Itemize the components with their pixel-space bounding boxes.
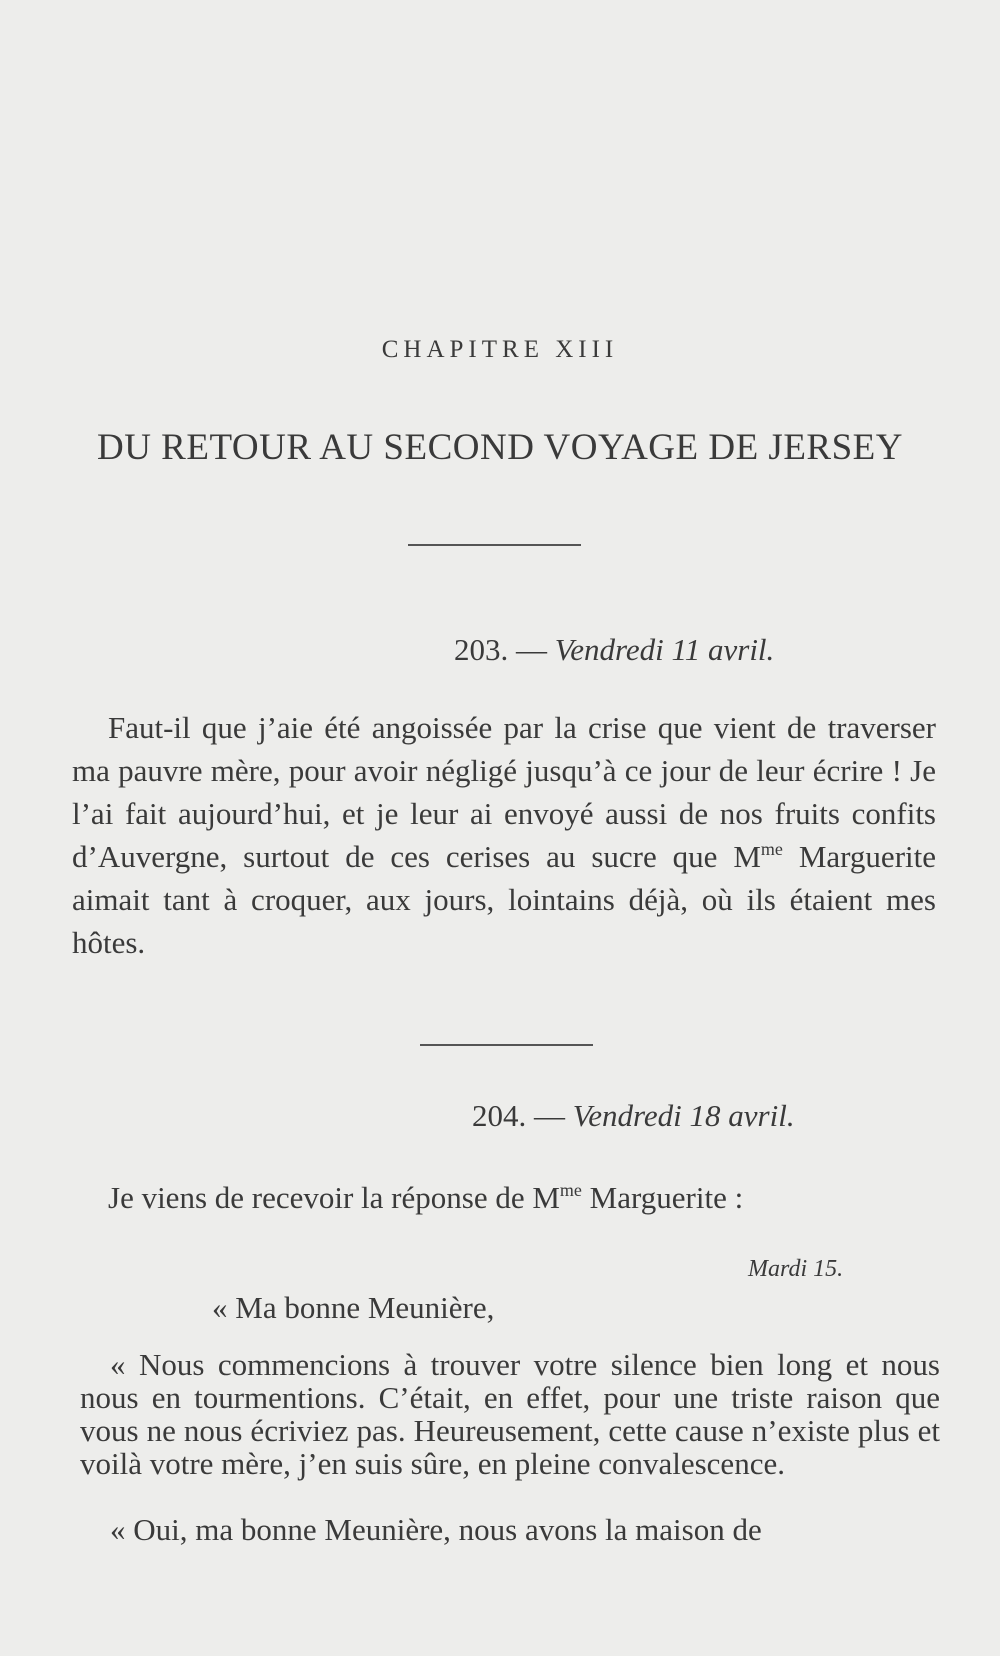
entry-number: 204. — bbox=[472, 1098, 565, 1133]
letter-date: Mardi 15. bbox=[748, 1256, 844, 1282]
chapter-title: DU RETOUR AU SECOND VOYAGE DE JERSEY bbox=[96, 427, 904, 468]
section-divider bbox=[420, 1044, 593, 1046]
entry-date: Vendredi 18 avril. bbox=[572, 1098, 795, 1133]
letter-salutation: « Ma bonne Meunière, bbox=[212, 1290, 495, 1325]
entry-paragraph: Je viens de recevoir la réponse de $M^{me}$ Marguerite : bbox=[108, 1180, 744, 1215]
letter-paragraph: « Nous commencions à trouver votre silence bien long et nous nous en tourmentions. C’était, en effet, pour une triste raison que vous ne nous écriviez pas. Heureusement, cette cause n’existe plus et voilà votre mère, j’en suis sûre, en pleine convalescence. bbox=[80, 1347, 940, 1481]
entry-paragraph: Faut-il que j’aie été angoissée par la crise que vient de traverser ma pauvre mère, pour avoir négligé jusqu’à ce jour de leur écrire ! Je l’ai fait aujourd’hui, et je leur ai envoyé aussi de nos fruits confits d’Auvergne, surtout de ces cerises au sucre que $M^{me}$ Marguerite aimait tant à croquer, aux jours, lointains déjà, où ils étaient mes hôtes. bbox=[72, 710, 936, 960]
letter-paragraph: « Oui, ma bonne Meunière, nous avons la maison de bbox=[110, 1512, 762, 1547]
chapter-label: CHAPITRE XIII bbox=[381, 336, 619, 363]
entry-number: 203. — bbox=[454, 632, 547, 667]
section-divider bbox=[408, 544, 581, 546]
entry-date: Vendredi 11 avril. bbox=[554, 632, 775, 667]
entry-heading bbox=[472, 1098, 795, 1134]
entry-heading bbox=[454, 632, 774, 668]
